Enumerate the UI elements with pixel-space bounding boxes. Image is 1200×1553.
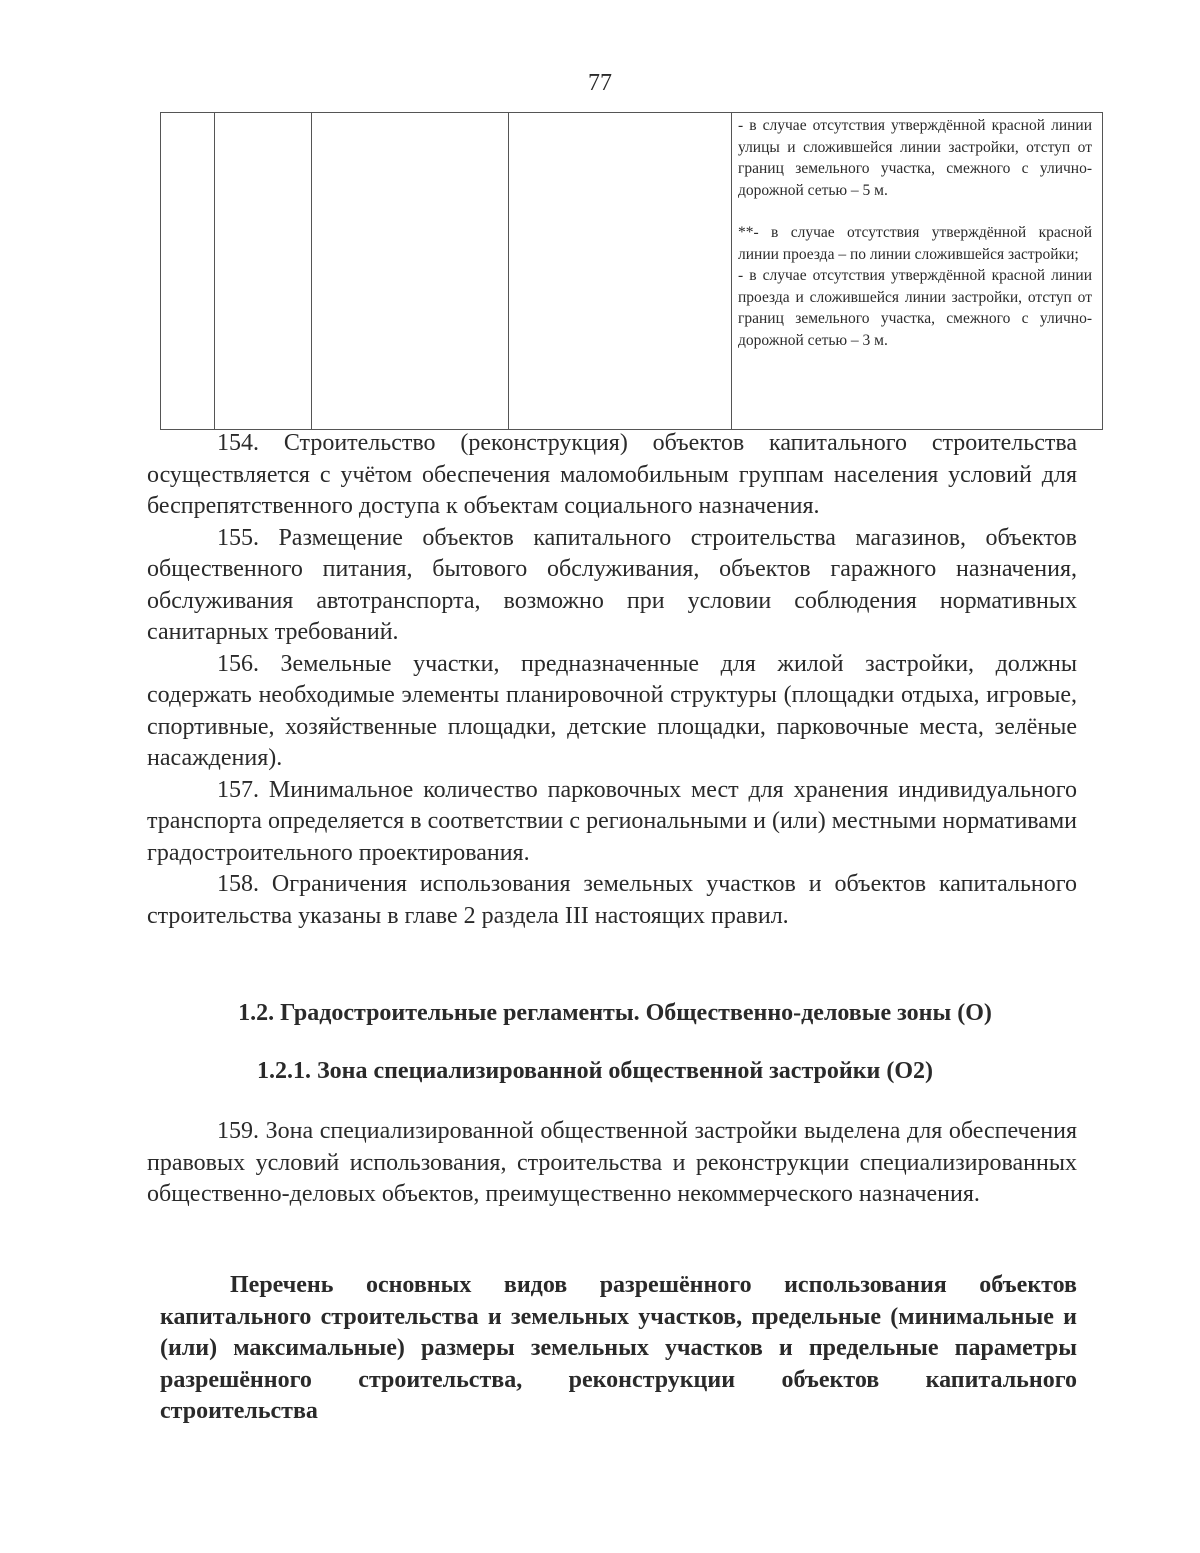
paragraph-154: 154. Строительство (реконструкция) объектов капитального строительства осуществляется с учётом обеспечения маломобильным группам населения условий для беспрепятственного доступа к объектам социального назначения. [147,430,1077,519]
table-cell [509,113,732,430]
subsection-heading: 1.2.1. Зона специализированной общественной застройки (О2) [256,1058,934,1084]
body-text [147,428,1077,932]
paragraph-157: 157. Минимальное количество парковочных мест для хранения индивидуального транспорта определяется в соответствии с региональными и (или) местными нормативами градостроительного проектирования. [147,776,1077,866]
cell-paragraph: - в случае отсутствия утверждённой красной линии улицы и сложившейся линии застройки, отступ от границ земельного участка, смежного с улично-дорожной сетью – 5 м. [738,117,1092,199]
paragraph-155: 155. Размещение объектов капитального строительства магазинов, объектов общественного питания, бытового обслуживания, объектов гаражного назначения, обслуживания автотранспорта, возможно при условии соблюдения нормативных санитарных требований. [147,524,1077,645]
page-number: 77 [588,70,612,96]
table-cell-notes [732,113,1103,430]
paragraph-156: 156. Земельные участки, предназначенные для жилой застройки, должны содержать необходимые элементы планировочной структуры (площадки отдыха, игровые, спортивные, хозяйственные площадки, детские площадки, парковочные места, зелёные насаждения). [147,650,1077,771]
table-cell [161,113,215,430]
paragraph-158: 158. Ограничения использования земельных участков и объектов капитального строительства указаны в главе 2 раздела III настоящих правил. [147,871,1077,929]
continuation-table [160,112,1103,430]
section-heading: 1.2. Градостроительные регламенты. Общественно-деловые зоны (О) [238,1000,992,1026]
body-text-2 [147,1116,1077,1211]
cell-paragraph: **- в случае отсутствия утверждённой красной линии проезда – по линии сложившейся застройки; [738,224,1092,263]
table-cell [312,113,509,430]
table-row [161,113,1103,430]
paragraph-159: 159. Зона специализированной общественной застройки выделена для обеспечения правовых условий использования, строительства и реконструкции специализированных общественно-деловых объектов, преимущественно некоммерческого назначения. [147,1118,1077,1207]
table-cell [215,113,312,430]
cell-paragraph: - в случае отсутствия утверждённой красной линии проезда и сложившейся линии застройки, отступ от границ земельного участка, смежного с улично-дорожной сетью – 3 м. [738,267,1092,349]
list-title: Перечень основных видов разрешённого использования объектов капитального строительства и земельных участков, предельные (минимальные и (или) максимальные) размеры земельных участков и предельные параметры разрешённого строительства, реконструкции объектов капитального строительства [160,1272,1077,1424]
